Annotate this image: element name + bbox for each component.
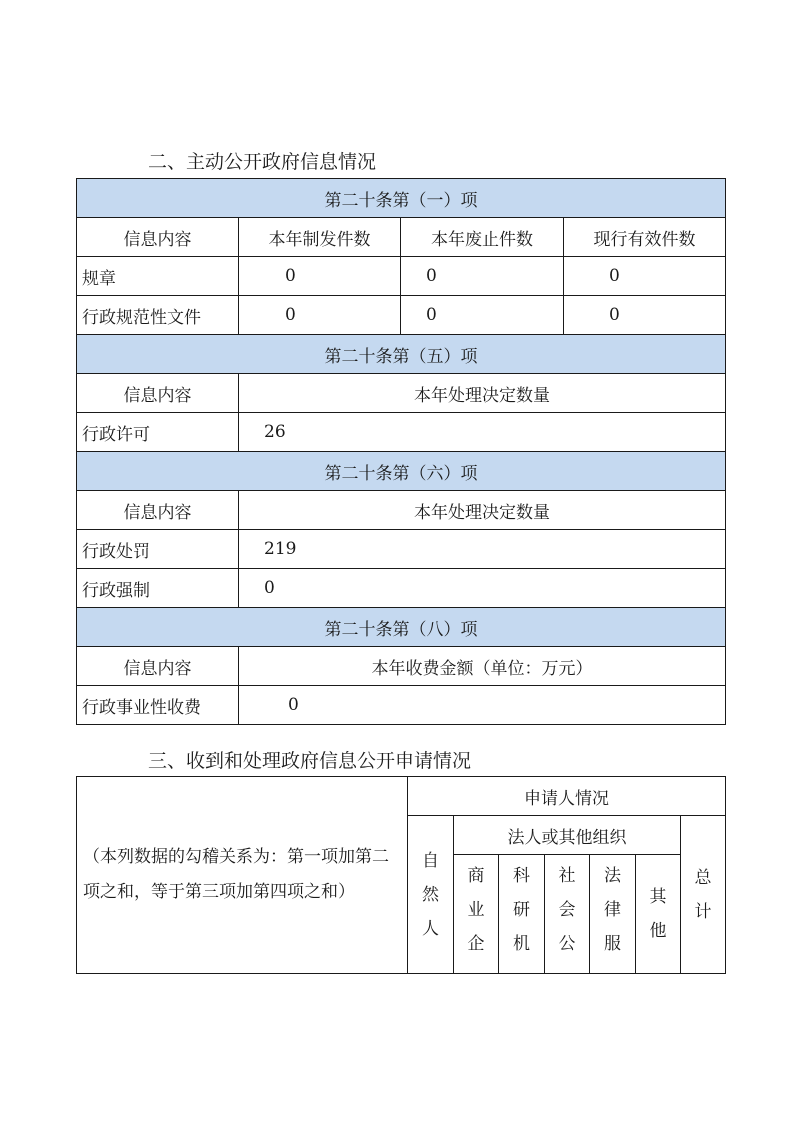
proactive-disclosure-table — [76, 178, 726, 725]
art5-col-decisions: 本年处理决定数量 — [239, 374, 726, 413]
art1-col-repealed: 本年废止件数 — [401, 218, 564, 257]
art1-col-valid: 现行有效件数 — [564, 218, 726, 257]
applicant-header: 申请人情况 — [408, 777, 726, 816]
value-issued: 0 — [239, 296, 401, 335]
value-licensing: 26 — [239, 413, 726, 452]
art1-column-row — [77, 218, 726, 257]
art8-col-fees: 本年收费金额（单位：万元） — [239, 647, 726, 686]
art8-col-content: 信息内容 — [77, 647, 239, 686]
art6-col-content: 信息内容 — [77, 491, 239, 530]
table-row — [77, 257, 726, 296]
table-row — [77, 686, 726, 725]
row-label-admin-fees: 行政事业性收费 — [77, 686, 239, 725]
art6-column-row — [77, 491, 726, 530]
natural-person-header: 自 然 人 — [408, 816, 454, 974]
art1-col-content: 信息内容 — [77, 218, 239, 257]
art8-column-row — [77, 647, 726, 686]
row-label-licensing: 行政许可 — [77, 413, 239, 452]
art6-col-decisions: 本年处理决定数量 — [239, 491, 726, 530]
art5-header: 第二十条第（五）项 — [77, 335, 726, 374]
value-admin-fees: 0 — [239, 686, 726, 725]
art5-col-content: 信息内容 — [77, 374, 239, 413]
table-row — [77, 569, 726, 608]
art6-header: 第二十条第（六）项 — [77, 452, 726, 491]
value-repealed: 0 — [401, 257, 564, 296]
art5-header-row — [77, 335, 726, 374]
commercial-enterprise-header: 商 业 企 — [454, 855, 499, 974]
legal-service-header: 法 律 服 — [590, 855, 636, 974]
value-enforcement: 0 — [239, 569, 726, 608]
value-valid: 0 — [564, 296, 726, 335]
art1-col-issued: 本年制发件数 — [239, 218, 401, 257]
other-header: 其 他 — [636, 855, 681, 974]
value-penalty: 219 — [239, 530, 726, 569]
value-valid: 0 — [564, 257, 726, 296]
application-table — [76, 776, 726, 974]
art1-header-row — [77, 179, 726, 218]
table-row — [77, 413, 726, 452]
legal-entity-header: 法人或其他组织 — [454, 816, 681, 855]
section-3-title: 三、收到和处理政府信息公开申请情况 — [148, 750, 472, 772]
row-label-normative-docs: 行政规范性文件 — [77, 296, 239, 335]
row-label-penalty: 行政处罚 — [77, 530, 239, 569]
art6-header-row — [77, 452, 726, 491]
row-label-regulations: 规章 — [77, 257, 239, 296]
value-issued: 0 — [239, 257, 401, 296]
section-2-title: 二、主动公开政府信息情况 — [148, 151, 377, 173]
table-row — [77, 530, 726, 569]
total-header: 总 计 — [681, 816, 726, 974]
art8-header: 第二十条第（八）项 — [77, 608, 726, 647]
applicant-header-row — [77, 777, 726, 816]
social-welfare-header: 社 会 公 — [545, 855, 590, 974]
art1-header: 第二十条第（一）项 — [77, 179, 726, 218]
art8-header-row — [77, 608, 726, 647]
table-row — [77, 296, 726, 335]
row-label-enforcement: 行政强制 — [77, 569, 239, 608]
art5-column-row — [77, 374, 726, 413]
research-institution-header: 科 研 机 — [499, 855, 545, 974]
value-repealed: 0 — [401, 296, 564, 335]
reconciliation-note: （本列数据的勾稽关系为：第一项加第二项之和，等于第三项加第四项之和） — [77, 777, 408, 974]
